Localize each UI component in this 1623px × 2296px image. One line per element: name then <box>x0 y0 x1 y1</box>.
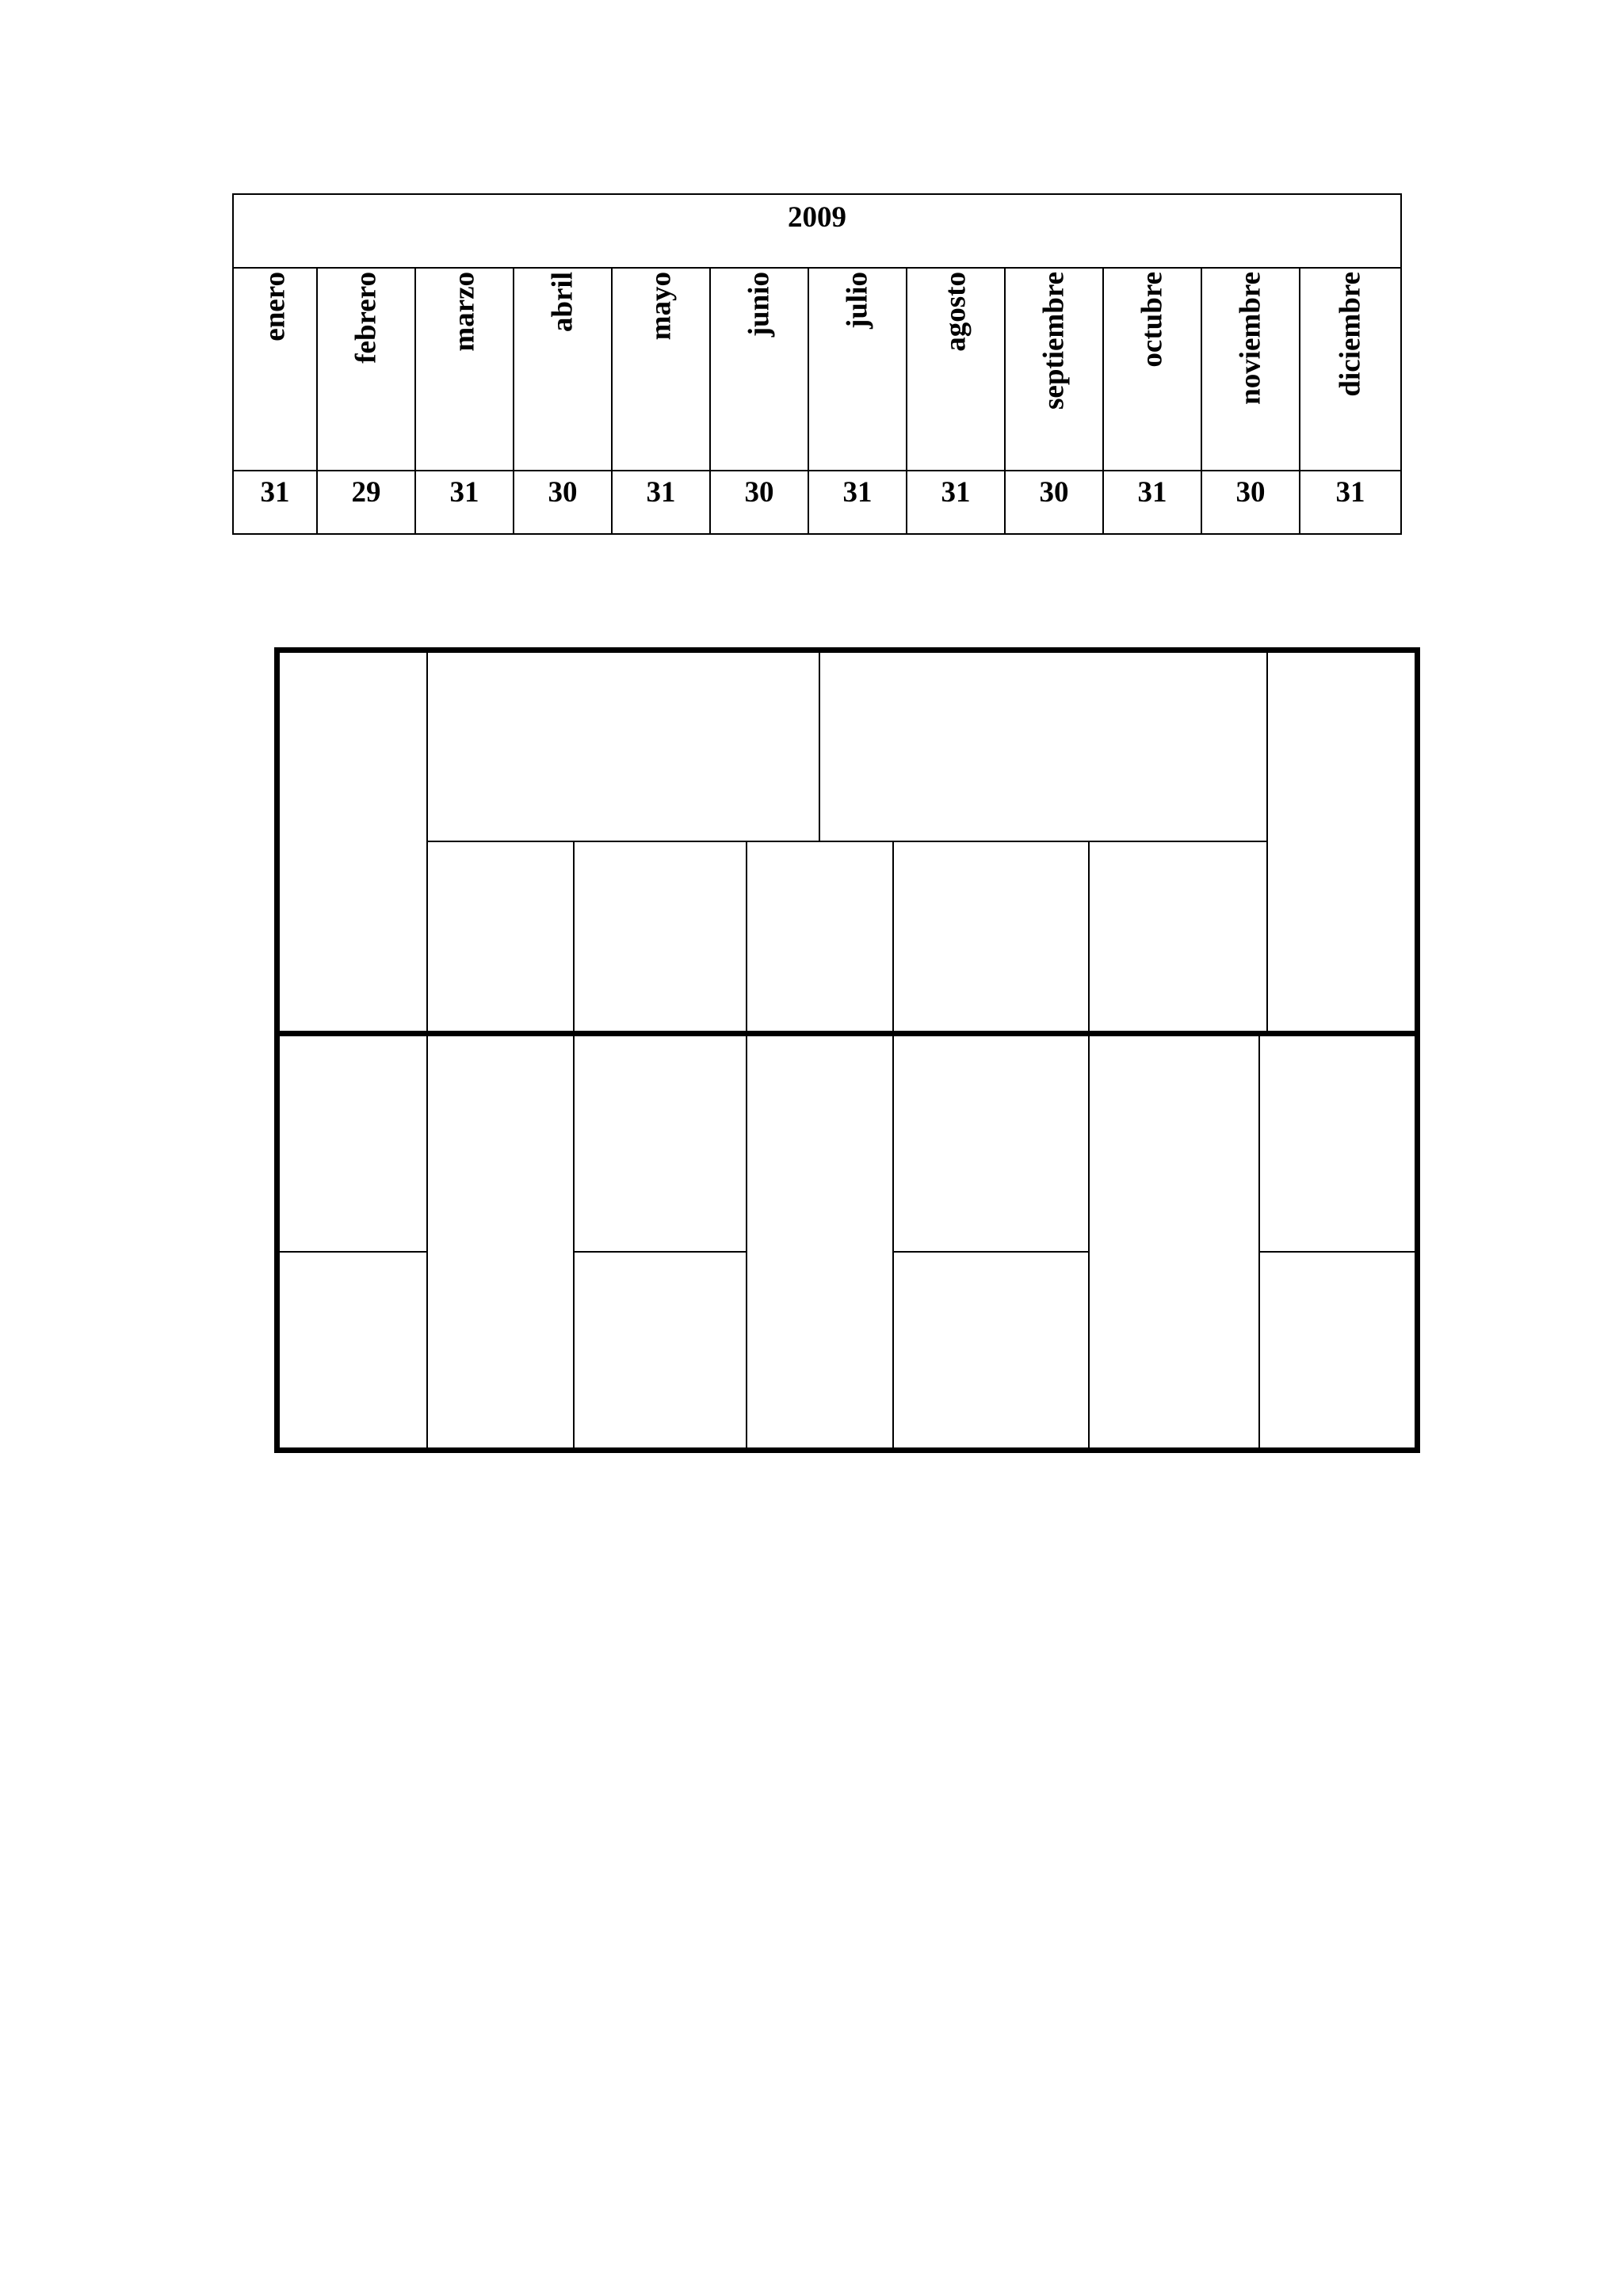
year-row <box>233 194 1401 268</box>
month-name: diciembre <box>1334 272 1367 397</box>
grid-line <box>426 653 428 1032</box>
days-count: 30 <box>1005 471 1103 534</box>
grid-line <box>1088 841 1090 1032</box>
month-cell-febrero <box>317 268 415 471</box>
month-cell-marzo <box>415 268 514 471</box>
days-count: 29 <box>317 471 415 534</box>
month-name: octubre <box>1136 272 1169 368</box>
year-header: 2009 <box>233 194 1401 268</box>
month-cell-enero <box>233 268 317 471</box>
month-name: septiembre <box>1037 272 1071 410</box>
month-name: agosto <box>939 272 972 352</box>
month-cell-agosto <box>907 268 1005 471</box>
days-count: 31 <box>1103 471 1201 534</box>
month-cell-septiembre <box>1005 268 1103 471</box>
grid-mid-divider <box>280 1031 1415 1036</box>
month-name: junio <box>743 272 776 338</box>
days-count: 30 <box>710 471 808 534</box>
month-name: enero <box>258 272 292 341</box>
grid-line <box>746 841 747 1032</box>
grid-line <box>573 1035 575 1447</box>
grid-line <box>892 1035 894 1447</box>
days-row <box>233 471 1401 534</box>
month-names-row <box>233 268 1401 471</box>
month-name: marzo <box>448 272 481 352</box>
blank-grid <box>274 647 1420 1453</box>
month-cell-junio <box>710 268 808 471</box>
grid-line <box>280 1251 427 1253</box>
month-name: febrero <box>349 272 383 364</box>
grid-line <box>573 841 575 1032</box>
month-cell-mayo <box>612 268 710 471</box>
days-count: 31 <box>1300 471 1401 534</box>
month-cell-octubre <box>1103 268 1201 471</box>
days-count: 30 <box>514 471 612 534</box>
month-name: noviembre <box>1234 272 1267 405</box>
grid-line <box>1258 1035 1260 1447</box>
month-cell-abril <box>514 268 612 471</box>
grid-line <box>892 1251 1089 1253</box>
month-name: julio <box>841 272 874 329</box>
grid-line <box>1088 1035 1090 1447</box>
days-count: 31 <box>233 471 317 534</box>
month-cell-diciembre <box>1300 268 1401 471</box>
grid-line <box>746 1035 747 1447</box>
month-cell-noviembre <box>1201 268 1300 471</box>
month-cell-julio <box>808 268 907 471</box>
grid-line <box>892 841 894 1032</box>
months-table <box>232 193 1402 535</box>
days-count: 30 <box>1201 471 1300 534</box>
grid-line <box>1258 1251 1415 1253</box>
grid-line <box>573 1251 747 1253</box>
month-name: abril <box>546 272 579 333</box>
days-count: 31 <box>907 471 1005 534</box>
grid-line <box>1266 653 1268 1032</box>
days-count: 31 <box>612 471 710 534</box>
grid-line <box>426 1035 428 1447</box>
days-count: 31 <box>808 471 907 534</box>
grid-line <box>426 841 1267 842</box>
month-name: mayo <box>644 272 678 341</box>
grid-line <box>819 653 820 841</box>
days-count: 31 <box>415 471 514 534</box>
